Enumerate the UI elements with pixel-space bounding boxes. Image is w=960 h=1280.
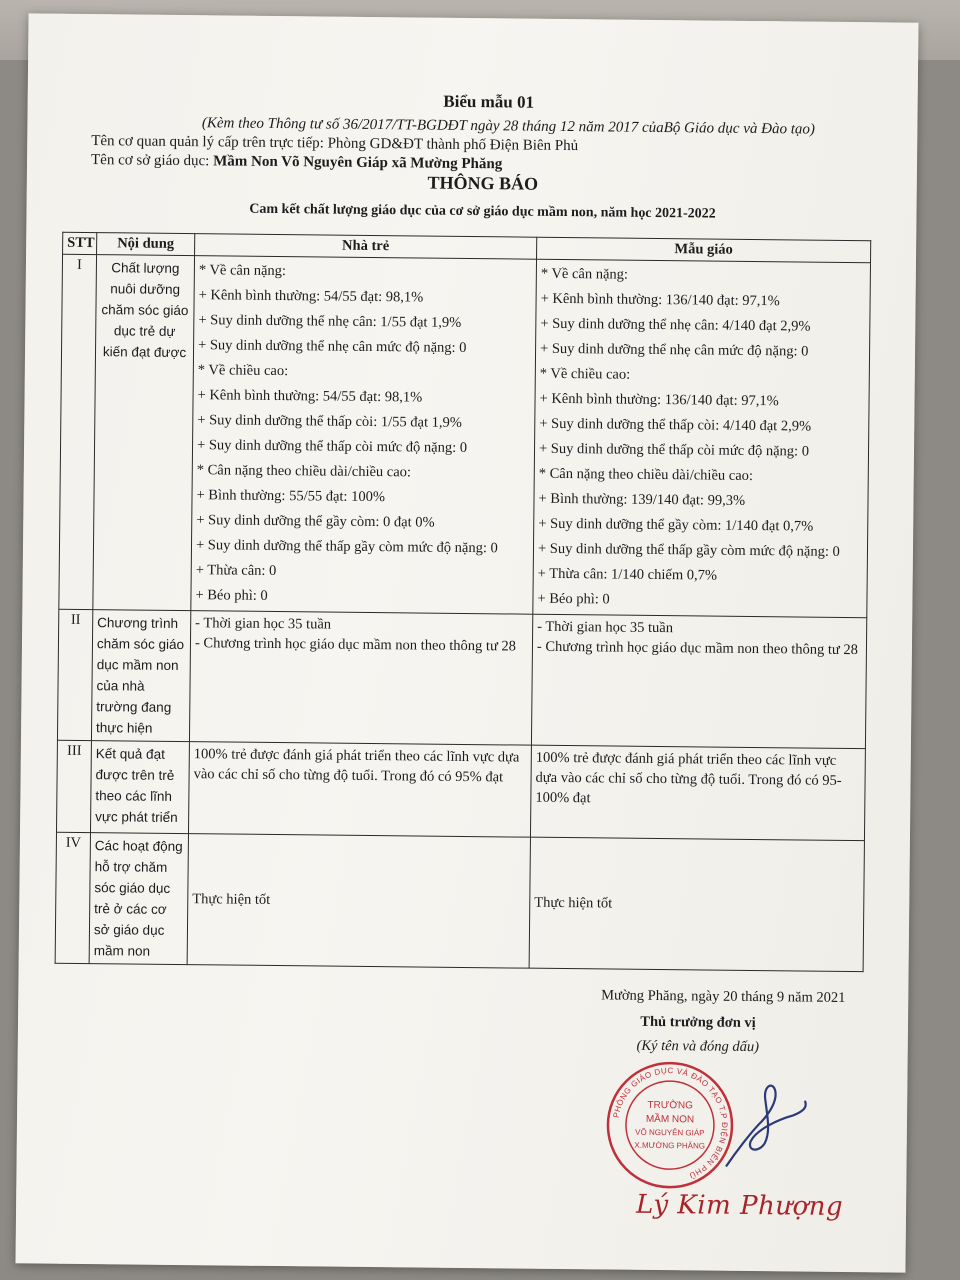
stamp-line: X.MƯỜNG PHĂNG xyxy=(634,1140,706,1151)
row-number: I xyxy=(59,254,97,609)
row-number: IV xyxy=(55,832,90,963)
kindergarten-cell xyxy=(529,837,864,971)
list-item: + Suy dinh dưỡng thể nhẹ cân mức độ nặng: 0 xyxy=(198,337,467,356)
sign-note: (Ký tên và đóng dấu) xyxy=(636,1037,760,1056)
list-item: * Cân nặng theo chiều dài/chiều cao: xyxy=(196,462,412,481)
kindergarten-cell xyxy=(531,614,866,748)
table-row xyxy=(56,740,865,840)
row-topic: Các hoạt động hỗ trợ chăm sóc giáo dục trẻ ở các cơ sở giáo dục mầm non xyxy=(89,833,188,965)
notice-title: THÔNG BÁO xyxy=(427,172,539,194)
legal-basis: (Kèm theo Thông tư số 36/2017/TT-BGDĐT ngày 28 tháng 12 năm 2017 củaBộ Giáo dục và Đào tạo) xyxy=(201,115,815,138)
list-item: + Suy dinh dưỡng thể thấp còi mức độ nặng: 0 xyxy=(196,437,468,456)
nursery-cell xyxy=(191,256,537,615)
list-item: + Kênh bình thường: 136/140 đạt: 97,1% xyxy=(539,390,779,410)
list-item: + Bình thường: 139/140 đạt: 99,3% xyxy=(538,490,746,509)
signer-name: Lý Kim Phượng xyxy=(635,1189,844,1222)
col-content: Nội dung xyxy=(97,233,195,256)
list-item: + Thừa cân: 1/140 chiếm 0,7% xyxy=(537,565,718,584)
head-title: Thủ trưởng đơn vị xyxy=(640,1013,756,1032)
signature-mark xyxy=(706,1071,827,1182)
col-kindergarten: Mẫu giáo xyxy=(537,237,871,262)
row-topic: Chương trình chăm sóc giáo dục mầm non của nhà trường đang thực hiện xyxy=(91,610,190,742)
row-topic: Kết quả đạt được trên trẻ theo các lĩnh vực phát triển xyxy=(90,741,189,834)
list-item: - Thời gian học 35 tuần xyxy=(195,615,332,633)
list-item: * Về chiều cao: xyxy=(197,362,289,380)
list-item: + Kênh bình thường: 54/55 đạt: 98,1% xyxy=(198,287,424,306)
place-date: Mường Phăng, ngày 20 tháng 9 năm 2021 xyxy=(601,987,846,1006)
commitment-heading: Cam kết chất lượng giáo dục của cơ sở giáo dục mầm non, năm học 2021-2022 xyxy=(249,201,716,222)
list-item: Thực hiện tốt xyxy=(192,891,271,908)
col-nursery: Nhà trẻ xyxy=(195,234,537,260)
list-item: + Béo phì: 0 xyxy=(537,590,610,608)
list-item: + Suy dinh dưỡng thể gầy còm: 0 đạt 0% xyxy=(196,512,435,531)
commitment-table xyxy=(55,232,872,972)
list-item: + Béo phì: 0 xyxy=(195,587,268,604)
list-item: + Suy dinh dưỡng thể thấp còi mức độ nặng: 0 xyxy=(538,440,810,460)
list-item: - Chương trình học giáo dục mầm non theo thông tư 28 xyxy=(536,638,859,659)
stamp-line: MẦM NON xyxy=(645,1113,695,1126)
list-item: + Thừa cân: 0 xyxy=(195,562,277,579)
school-label: Tên cơ sở giáo dục: xyxy=(90,152,210,170)
list-item: + Kênh bình thường: 136/140 đạt: 97,1% xyxy=(540,290,780,310)
school-name: Mầm Non Võ Nguyên Giáp xã Mường Phăng xyxy=(213,153,503,173)
kindergarten-cell xyxy=(533,259,871,617)
list-item: * Cân nặng theo chiều dài/chiều cao: xyxy=(538,465,754,484)
table-row xyxy=(55,832,864,971)
kindergarten-cell xyxy=(530,745,865,840)
list-item: 100% trẻ được đánh giá phát triển theo các lĩnh vực dựa vào các chỉ số cho từng độ tuổi. Trong đó có 95% đạt xyxy=(193,746,520,786)
table-row xyxy=(57,609,866,748)
list-item: - Thời gian học 35 tuần xyxy=(537,618,674,637)
nursery-cell xyxy=(187,834,530,969)
list-item: + Suy dinh dưỡng thể nhẹ cân: 4/140 đạt 2,9% xyxy=(540,315,811,335)
list-item: * Về cân nặng: xyxy=(540,265,629,283)
list-item: * Về chiều cao: xyxy=(539,365,631,383)
form-number: Biểu mẫu 01 xyxy=(443,91,535,112)
list-item: + Suy dinh dưỡng thể thấp gầy còm mức độ nặng: 0 xyxy=(537,540,840,560)
document-page xyxy=(15,13,918,1272)
stamp-line: VÕ NGUYÊN GIÁP xyxy=(635,1127,705,1138)
list-item: + Suy dinh dưỡng thể thấp gầy còm mức độ nặng: 0 xyxy=(195,537,498,557)
stamp-line: TRƯỜNG xyxy=(647,1099,693,1112)
list-item: + Suy dinh dưỡng thể thấp còi: 1/55 đạt 1,9% xyxy=(197,412,462,431)
table-row xyxy=(59,254,871,617)
list-item: Thực hiện tốt xyxy=(534,894,613,912)
managing-authority: Tên cơ quan quản lý cấp trên trực tiếp: Phòng GD&ĐT thành phố Điện Biên Phủ xyxy=(91,133,579,155)
list-item: + Bình thường: 55/55 đạt: 100% xyxy=(196,487,386,506)
col-stt: STT xyxy=(63,232,97,254)
list-item: + Kênh bình thường: 54/55 đạt: 98,1% xyxy=(197,387,423,406)
stamp-ring-text: PHÒNG GIÁO DỤC VÀ ĐÀO TẠO T.P ĐIỆN BIÊN PHỦ xyxy=(611,1066,729,1181)
list-item: + Suy dinh dưỡng thể gầy còm: 1/140 đạt 0,7% xyxy=(538,515,814,535)
row-topic: Chất lượng nuôi dưỡng chăm sóc giáo dục trẻ dự kiến đạt được xyxy=(93,255,195,611)
nursery-cell xyxy=(188,742,531,838)
row-number: III xyxy=(56,740,91,832)
list-item: - Chương trình học giáo dục mầm non theo thông tư 28 xyxy=(194,635,517,655)
row-number: II xyxy=(57,609,92,740)
nursery-cell xyxy=(189,611,532,746)
list-item: + Suy dinh dưỡng thể thấp còi: 4/140 đạt 2,9% xyxy=(539,415,812,435)
list-item: + Suy dinh dưỡng thể nhẹ cân: 1/55 đạt 1,9% xyxy=(198,312,462,331)
list-item: + Suy dinh dưỡng thể nhẹ cân mức độ nặng: 0 xyxy=(540,340,809,360)
list-item: * Về cân nặng: xyxy=(198,262,287,280)
list-item: 100% trẻ được đánh giá phát triển theo các lĩnh vực dựa vào các chỉ số cho từng độ tuổi. Trong đó có 95-100% đạt xyxy=(535,749,842,807)
document-content xyxy=(55,88,874,972)
